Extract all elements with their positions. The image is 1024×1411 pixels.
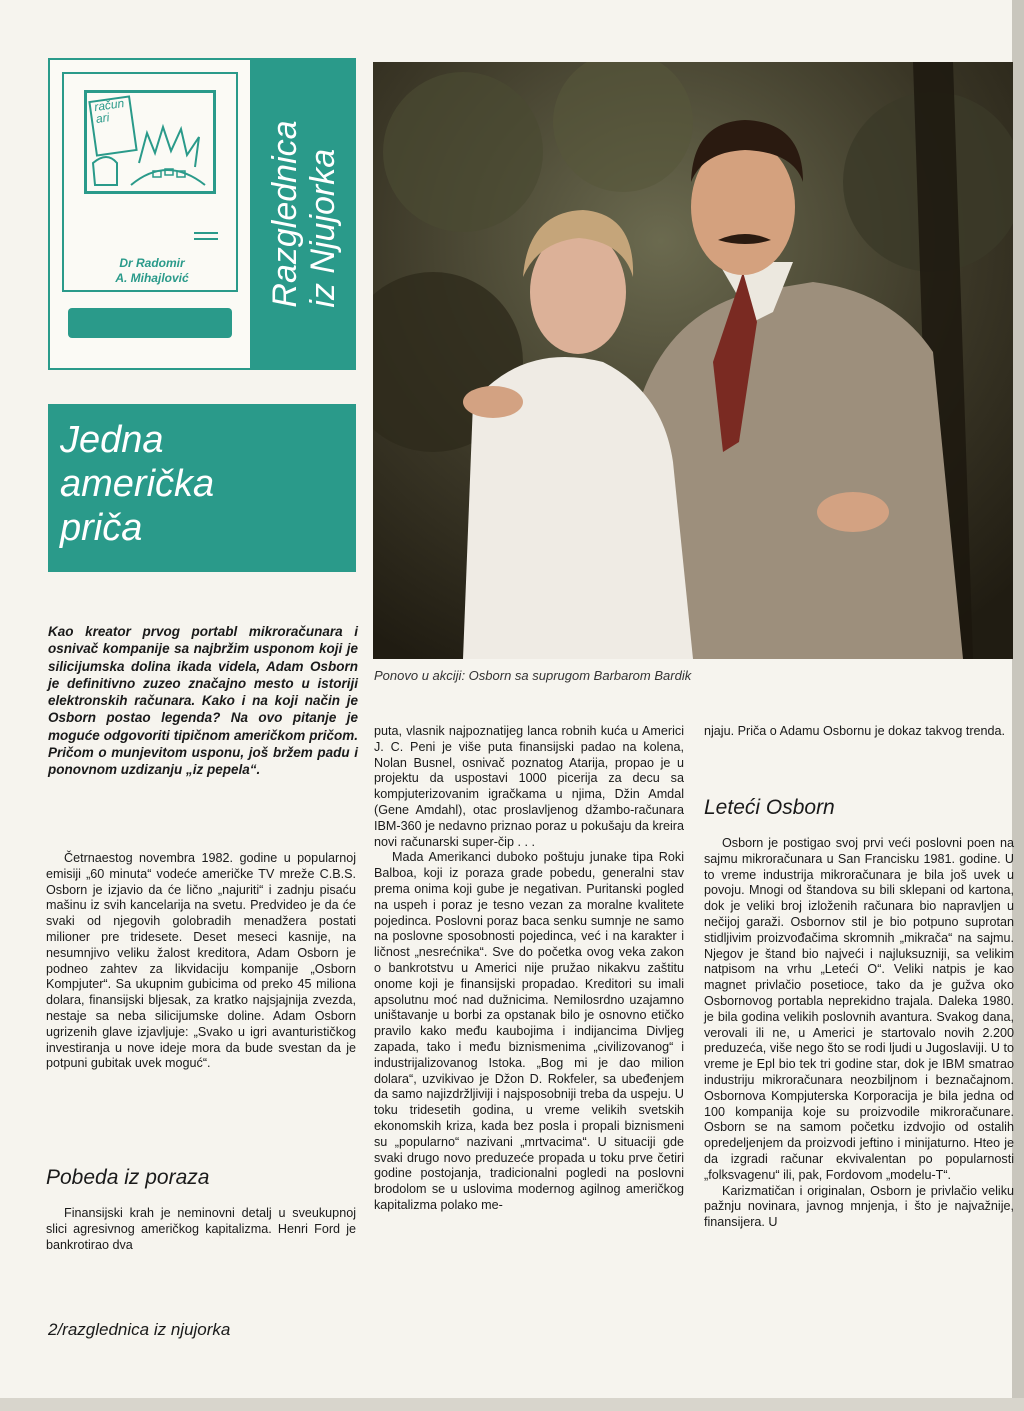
column-title-panel [252,58,356,370]
paragraph: Mada Amerikanci duboko poštuju junake tipa Roki Balboa, koji iz poraza grade pobedu, generalni stav prema onima koji gube je negativan. Puritanski pogled na uspeh i poraz je tesno vezan za moralne kvalitete pojedinca. Poslovni poraz baca senku sumnje ne samo na poslovne sposobnosti pojedinca, već i na karakter i ličnost „nesrećnika“. Sve do početka ovog veka zakon o bankrotstvu u Americi nije pružao nikakvu zaštitu onome koji je finansijski propadao. Kreditori su imali apsolutnu moć nad dužnicima. Nemilosrdno uzajamno uništavanje u borbi za opstanak bilo je osnovno etičko pravilo kako među kaubojima i indijancima Divljeg zapada, tako i među biznismenima „civilizovanog“ i industrijalizovanog Istoka. „Bog mi je dao milion dolara“, uzvikivao je Džon D. Rokfeler, sa ubeđenjem da samo najizdržljiviji i najsposobniji treba da uspeju. U toku tridesetih godina, u vreme velikih svetskih ekonomskih kriza, kada bez posla i propali biznismeni su „popularno“ nazivani „mrtvacima“. U situaciji gde svaki drugo novo preduzeće propada u toku prve četiri godine postojanja, tradicionalni pogledi na poslovni brodolom se u uslovima modernog agilnog američkog kapitalizma polako me- [374,850,684,1212]
article-title-line-1: Jedna [60,419,164,461]
keyboard-icon [68,308,232,338]
article-title [60,418,214,550]
page-footer: 2/razglednica iz njujorka [48,1320,231,1339]
text-column-3-continued [704,836,1014,1231]
subheading-pobeda: Pobeda iz poraza [46,1166,210,1189]
column-title [266,120,342,307]
monitor-screen [84,90,216,194]
paragraph: Četrnaestog novembra 1982. godine u popularnoj emisiji „60 minuta“ vodeće američke TV mreže C.B.S. Osborn je izjavio da će lično „najuriti“ i zadnju pisaću mašinu iz svih kancelarija na svetu. Predvideo je da će svaki od njegovih golobradih menadžera postati milioner pre tridesete. Deset meseci kasnije, na nesumnjivo veliku žalost kreditora, Adam Osborn je podneo zahtev za likvidaciju kompanije „Osborn Kompjuter“. Sa ukupnim gubicima od preko 45 miliona dolara, finansijski bljesak, za kratko najsjajnija zvezda, nestaje sa neba silicijumske doline. Adam Osborn ugrizenih glave izjavljuje: „Svako u igri avanturističkog investiranja u nove ideje mora da bude svestan da je potpuni gubitak uvek moguć“. [46,851,356,1071]
paragraph: Karizmatičan i originalan, Osborn je privlačio veliku pažnju novinara, javnog mnjenja, i što je najvažnije, finansijera. U [704,1183,1014,1230]
text-column-3 [704,724,1014,740]
paragraph: njaju. Priča o Adamu Osbornu je dokaz takvog trenda. [704,724,1006,738]
subheading-leteci: Leteći Osborn [704,796,835,819]
paragraph: puta, vlasnik najpoznatijeg lanca robnih kuća u Americi J. C. Peni je više puta finansijski padao na kolena, Nolan Busnel, osnivač poznatog Atarija, propao je u projektu da uspostavi 1000 picerija za decu sa kompjuterizovanim igračkama u njima, Džin Amdal (Gene Amdahl), otac proslavljenog džambo-računara IBM-360 je nedavno priznao poraz u pokušaju da kreira novi računarski super-čip . . . [374,724,684,849]
text-column-2 [374,724,684,1214]
screen-text: račun ari [93,96,126,126]
author-name [92,256,212,286]
monitor-slot [194,232,218,240]
text-column-1 [46,851,356,1072]
article-title-block [48,404,356,572]
column-title-line-2: iz Njujorka [304,148,342,308]
page-bottom-edge [0,1398,1024,1411]
column-title-line-1: Razglednica [266,120,304,308]
text-column-1-continued [46,1206,356,1253]
couple-photo [373,62,1013,659]
article-title-line-3: priča [60,507,143,549]
article-title-line-2: američka [60,463,215,505]
author-line-2: A. Mihajlović [115,271,189,285]
paragraph: Finansijski krah je neminovni detalj u sveukupnoj slici agresivnog američkog kapitalizma. Henri Ford je bankrotirao dva [46,1206,356,1252]
paragraph: Osborn je postigao svoj prvi veći poslovni poen na sajmu mikroračunara u San Francisku 1981. godine. U to vreme industrija mikroračunara je bila još uvek u povoju. Mnogi od štandova su bili sklepani od kartona, dok je veliki broj izloženih računara bio napravljen u nečijoj garaži. Osbornov stil je bio potpuno suprotan stidljivim proizvođačima skromnih „mikrača“ na sajmu. Njegov je štand bio najveći i najluksuzniji, sa velikim natpisom na vrhu „Leteći O“. Veliki natpis je kao magnet privlačio posetioce, tako da je gužva oko Osbornovog portabla neprekidno trajala. Daleka 1980. je bila godina velikih poslovnih avantura. Svakog dana, verovali ili ne, u Americi je startovalo novih 2.200 preduzeća, više nego što se rodi ljudi u Jugoslaviji. U to vreme je Epl bio tek tri godine star, dok je IBM smatrao industriju mikroračunara neozbiljnom i beznačajnom. Osbornova Kompjuterska Korporacija je bila jedna od 100 kompanija koje su proizvodile mikroračunare. Osborn se na samom početku izdvojio od ostalih opredeljenjem da proizvodi jeftino i minijaturno. Hteo je da izgradi računar ekvivalentan po popularnosti „folksvagenu“ ili, pak, Fordovom „modelu-T“. [704,836,1014,1182]
computer-monitor-icon [62,72,238,292]
photo-caption: Ponovo u akciji: Osborn sa suprugom Barbarom Bardik [374,668,692,683]
photo-illustration [373,62,1013,659]
column-logo [48,58,252,370]
author-line-1: Dr Radomir [119,256,185,270]
article-intro: Kao kreator prvog portabl mikroračunara i osnivač kompanije sa najbržim usponom koji je silicijumska dolina ikada videla, Adam Osborn je definitivno zuzeo značajno mesto u istoriji elektronskih računara. Kako i na koji način je Osborn postao legenda? Na ovo pitanje je moguće odgovoriti tipičnom američkom pričom. Pričom o munjevitom usponu, još bržem padu i ponovnom uzdizanju „iz pepela“. [48,624,358,778]
